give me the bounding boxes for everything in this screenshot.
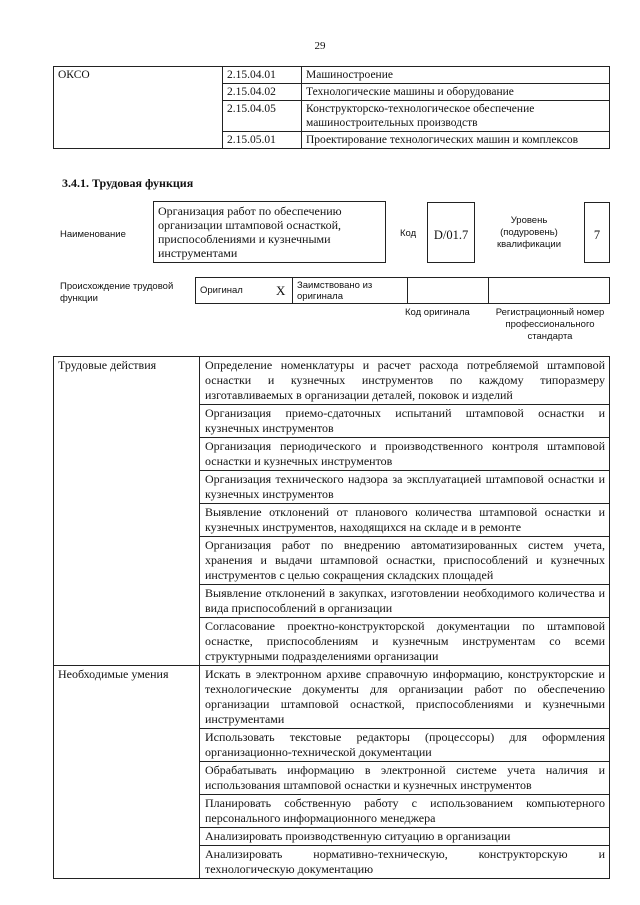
origin-mark: X [272, 278, 293, 304]
qualification-level-value: 7 [584, 202, 610, 263]
origin-original-label: Оригинал [196, 278, 273, 304]
labor-action: Выявление отклонений в закупках, изготовлении необходимого количества и вида приспособлений в организации [200, 585, 610, 618]
labor-action: Определение номенклатуры и расчет расхода потребляемой штамповой оснастки и кузнечных инструментов по каждому типоразмеру изготавливаемых в организации деталей, поковок и изделий [200, 357, 610, 405]
origin-label: Происхождение трудовой функции [60, 281, 174, 304]
okso-code: 2.15.04.01 [223, 67, 302, 84]
origin-table [195, 277, 610, 304]
qualification-level-label: Уровень (подуровень) квалификации [496, 215, 562, 250]
labor-actions-label: Трудовые действия [54, 357, 200, 666]
original-code-cell [408, 278, 489, 304]
okso-table [53, 66, 610, 149]
okso-code: 2.15.05.01 [223, 132, 302, 149]
reg-number-cell [489, 278, 610, 304]
function-code-value: D/01.7 [427, 202, 475, 263]
skill-item: Анализировать нормативно-техническую, конструкторскую и технологическую документацию [200, 846, 610, 879]
labor-action: Выявление отклонений от планового количества штамповой оснастки и кузнечных инструментов, находящихся на складе и в ремонте [200, 504, 610, 537]
labor-action: Согласование проектно-конструкторской документации по штамповой оснастке, приспособлениям и кузнечным инструментам со всеми структурными подразделениями организации [200, 618, 610, 666]
labor-action: Организация периодического и производственного контроля штамповой оснастки и кузнечных инструментов [200, 438, 610, 471]
table-row [54, 67, 610, 84]
original-code-caption: Код оригинала [405, 307, 470, 318]
labor-action: Организация работ по внедрению автоматизированных систем учета, хранения и выдачи штамповой оснастки, приспособлений и кузнечных инструментов с целью сокращения складских площадей [200, 537, 610, 585]
table-row [54, 666, 610, 729]
okso-code: 2.15.04.02 [223, 84, 302, 101]
labor-action: Организация технического надзора за эксплуатацией штамповой оснастки и кузнечных инструментов [200, 471, 610, 504]
skill-item: Использовать текстовые редакторы (процессоры) для оформления организационно-технической документации [200, 729, 610, 762]
skill-item: Искать в электронном архиве справочную информацию, конструкторские и технологические документы для организации работ по обеспечению организации штамповой оснасткой, приспособлениями и кузнечными инструментами [200, 666, 610, 729]
function-name-label: Наименование [60, 229, 126, 240]
okso-name: Проектирование технологических машин и комплексов [302, 132, 610, 149]
skill-item: Планировать собственную работу с использованием компьютерного персонального информационного менеджера [200, 795, 610, 828]
reg-number-caption: Регистрационный номер профессионального стандарта [495, 307, 605, 342]
skills-label: Необходимые умения [54, 666, 200, 879]
okso-name: Конструкторско-технологическое обеспечение машиностроительных производств [302, 101, 610, 132]
function-code-label: Код [400, 228, 417, 239]
function-details-table [53, 356, 610, 879]
okso-code: 2.15.04.05 [223, 101, 302, 132]
skill-item: Анализировать производственную ситуацию в организации [200, 828, 610, 846]
okso-name: Машиностроение [302, 67, 610, 84]
function-name-value: Организация работ по обеспечению организации штамповой оснасткой, приспособлениями и кузнечными инструментами [153, 201, 386, 263]
page-number: 29 [314, 40, 326, 52]
skill-item: Обрабатывать информацию в электронной системе учета наличия и использования штамповой оснастки и кузнечных инструментов [200, 762, 610, 795]
origin-borrowed-label: Заимствовано из оригинала [293, 278, 408, 304]
section-title: 3.4.1. Трудовая функция [62, 176, 194, 190]
okso-name: Технологические машины и оборудование [302, 84, 610, 101]
table-row [54, 357, 610, 405]
okso-label: ОКСО [54, 67, 223, 149]
labor-action: Организация приемо-сдаточных испытаний штамповой оснастки и кузнечных инструментов [200, 405, 610, 438]
